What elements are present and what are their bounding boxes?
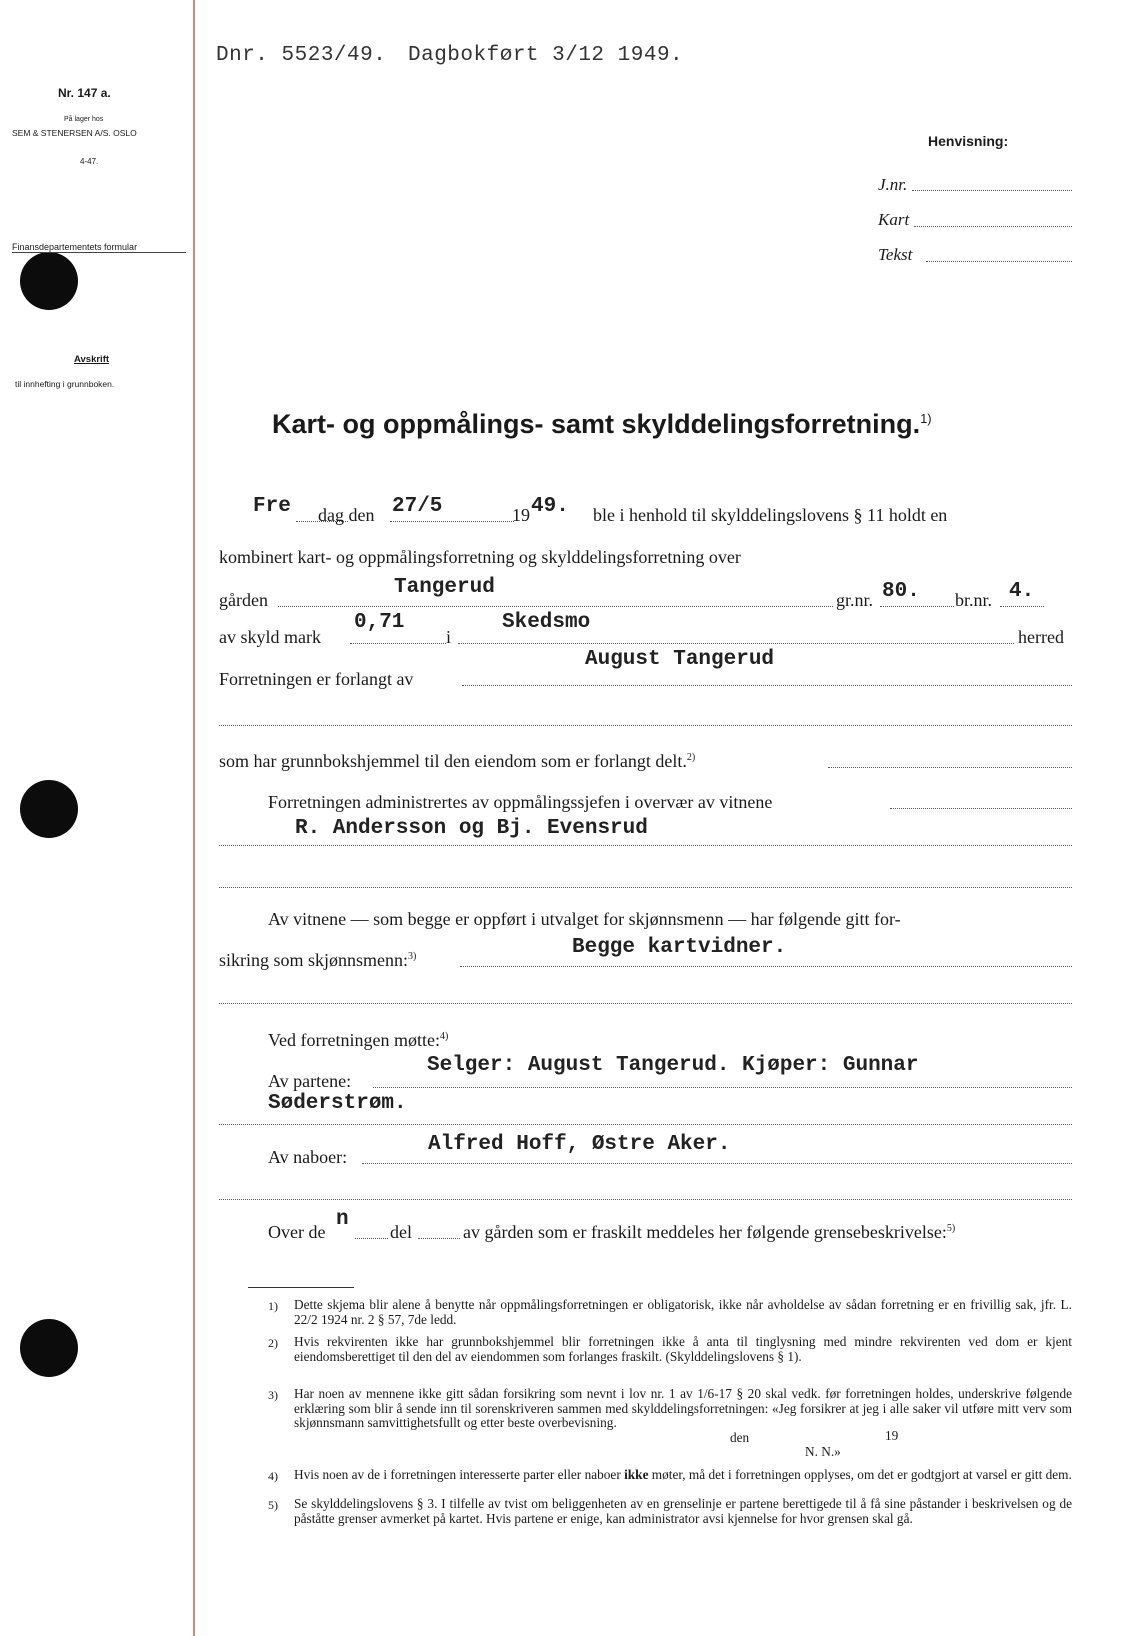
copy-label: Avskrift <box>74 354 110 365</box>
parties-value-1: Selger: August Tangerud. Kjøper: Gunnar <box>427 1054 919 1077</box>
tekst-label: Tekst <box>878 245 913 264</box>
form-number: Nr. 147 a. <box>58 86 111 100</box>
vitnene-text-2: sikring som skjønnsmenn:$^{3)}$ <box>219 950 417 970</box>
vitnene-value: Begge kartvidner. <box>572 936 787 959</box>
witnesses: R. Andersson og Bj. Evensrud <box>295 817 648 840</box>
skyld-line <box>350 643 446 644</box>
copy-note: til innhefting i grunnboken. <box>15 379 115 389</box>
over-label: Over de <box>268 1222 326 1242</box>
skyld-value: 0,71 <box>354 611 405 634</box>
year-prefix: 19 <box>512 505 530 525</box>
admin-text: Forretningen administrertes av oppmålingssjefen i overvær av vitnene <box>268 792 773 812</box>
farm-name: Tangerud <box>394 576 495 599</box>
witness-line <box>219 845 1072 846</box>
brnr-value: 4. <box>1009 580 1035 603</box>
margin-rule <box>193 0 195 1636</box>
footnote-number: 5) <box>268 1498 278 1512</box>
footnote-number: 4) <box>268 1469 278 1483</box>
publisher-line1: På lager hos <box>64 116 104 123</box>
neighbours-line <box>362 1163 1072 1164</box>
kart-label: Kart <box>878 210 910 229</box>
requested-label: Forretningen er forlangt av <box>219 669 414 689</box>
punch-hole <box>20 252 78 310</box>
over-rest: av gården som er fraskilt meddeles her følgende grensebeskrivelse:$^{5)}$ <box>463 1222 956 1242</box>
over-line <box>355 1238 388 1239</box>
date-line <box>390 521 514 522</box>
farm-label: gården <box>219 590 268 610</box>
skyld-label: av skyld mark <box>219 627 321 647</box>
over-value: n <box>336 1208 349 1231</box>
grunnbok-text: som har grunnbokshjemmel til den eiendom som er forlangt delt.$^{2)}$ <box>219 751 696 771</box>
vitnene-text-1: Av vitnene — som begge er oppført i utvalget for skjønnsmenn — har følgende gitt for- <box>268 909 901 929</box>
year-suffix: 49. <box>531 495 569 518</box>
reference-heading: Henvisning: <box>928 133 1009 149</box>
publisher-line2: SEM & STENERSEN A/S. OSLO <box>12 128 137 138</box>
footnote-text: Dette skjema blir alene å benytte når oppmålingsforretningen er obligatorisk, ikke når avholdelse av sådan forretning er en frivillig sak, jfr. L. 22/2 1924 nr. 2 § 57, 7de ledd. <box>294 1297 1072 1327</box>
footnote-text: Har noen av mennene ikke gitt sådan forsikring som nevnt i lov nr. 1 av 1/6-17 § 20 skal vedk. før forretningen holdes, underskrive følgende erklæring som blir å sende inn til sorenskriveren sammen med skylddelingsforretningen: «Jeg forsikrer at jeg i alle saker vil utføre mitt verv som skjønnsmann samvittighetsfullt og etter beste overbevisning. <box>294 1386 1072 1430</box>
footnote-number: 1) <box>268 1299 278 1313</box>
edition: 4-47. <box>80 157 99 166</box>
dag-den-label: dag den <box>318 505 375 525</box>
jnr-line <box>912 190 1072 191</box>
line2-text: kombinert kart- og oppmålingsforretning og skylddelingsforretning over <box>219 547 741 567</box>
document-title: Kart- og oppmålings- samt skylddelingsforretning.$^{1)}$ <box>272 409 932 439</box>
journal-number: Dnr. 5523/49. <box>216 44 387 67</box>
footnote-signature: N. N.» <box>805 1444 841 1459</box>
grnr-line <box>880 606 954 607</box>
punch-hole <box>20 780 78 838</box>
line1-text: ble i henhold til skylddelingslovens § 11 holdt en <box>593 505 948 525</box>
day-name: Fre <box>253 495 291 518</box>
i-label: i <box>446 627 452 647</box>
met-label: Ved forretningen møtte:$^{4)}$ <box>268 1030 449 1050</box>
diary-entry: Dagbokført 3/12 1949. <box>408 44 684 67</box>
grunnbok-line <box>828 767 1072 768</box>
jnr-label: J.nr. <box>878 175 908 194</box>
municipality-line <box>458 643 1014 644</box>
neighbours-label: Av naboer: <box>268 1147 348 1167</box>
del-label: del <box>390 1222 412 1242</box>
municipality: Skedsmo <box>502 611 591 634</box>
admin-line <box>890 808 1072 809</box>
footnote-separator <box>248 1287 354 1288</box>
neighbours-value: Alfred Hoff, Østre Aker. <box>428 1133 731 1156</box>
grnr-label: gr.nr. <box>836 590 874 610</box>
blank-line <box>219 725 1072 726</box>
herred-label: herred <box>1018 627 1064 647</box>
footnote-text: Hvis rekvirenten ikke har grunnbokshjemmel blir forretningen ikke å anta til tinglysning med mindre rekvirenten ved dom er kjent eiendomsberettiget til den del av eiendommen som forlanges fraskilt. (Skylddelingslovens § 1). <box>294 1334 1072 1364</box>
kart-line <box>914 226 1072 227</box>
parties-value-2: Søderstrøm. <box>268 1092 407 1115</box>
footnote-text: Hvis noen av de i forretningen interesserte parter eller naboer ikke møter, må det i forretningen opplyses, om det er godtgjort at varsel er gitt dem. <box>294 1467 1072 1482</box>
department-form: Finansdepartementets formular <box>12 242 186 253</box>
parties-line <box>373 1087 1072 1088</box>
farm-line <box>278 606 833 607</box>
brnr-line <box>1000 606 1044 607</box>
footnote-number: 2) <box>268 1336 278 1350</box>
parties-label: Av partene: <box>268 1071 352 1091</box>
requested-by: August Tangerud <box>585 648 775 671</box>
footnote-number: 3) <box>268 1388 278 1402</box>
footnote-tail-den: den <box>730 1430 750 1445</box>
tekst-line <box>926 261 1072 262</box>
parties-line-2 <box>219 1124 1072 1125</box>
date-value: 27/5 <box>392 495 443 518</box>
del-line <box>418 1238 460 1239</box>
witness-line-2 <box>219 887 1072 888</box>
neighbours-line-2 <box>219 1199 1072 1200</box>
vitnene-line-2 <box>219 1003 1072 1004</box>
footnote-text: Se skylddelingslovens § 3. I tilfelle av tvist om beliggenheten av en grenselinje er partene berettigede til å få sine påstander i beskrivelsen og de påståtte grenser avmerket på kartet. Hvis partene er enige, kan administrator avsi kjennelse for hvor grensen skal gå. <box>294 1496 1072 1526</box>
requested-line <box>462 685 1072 686</box>
grnr-value: 80. <box>882 580 920 603</box>
vitnene-line <box>460 966 1072 967</box>
punch-hole <box>20 1319 78 1377</box>
brnr-label: br.nr. <box>955 590 993 610</box>
footnote-tail-19: 19 <box>885 1428 899 1443</box>
